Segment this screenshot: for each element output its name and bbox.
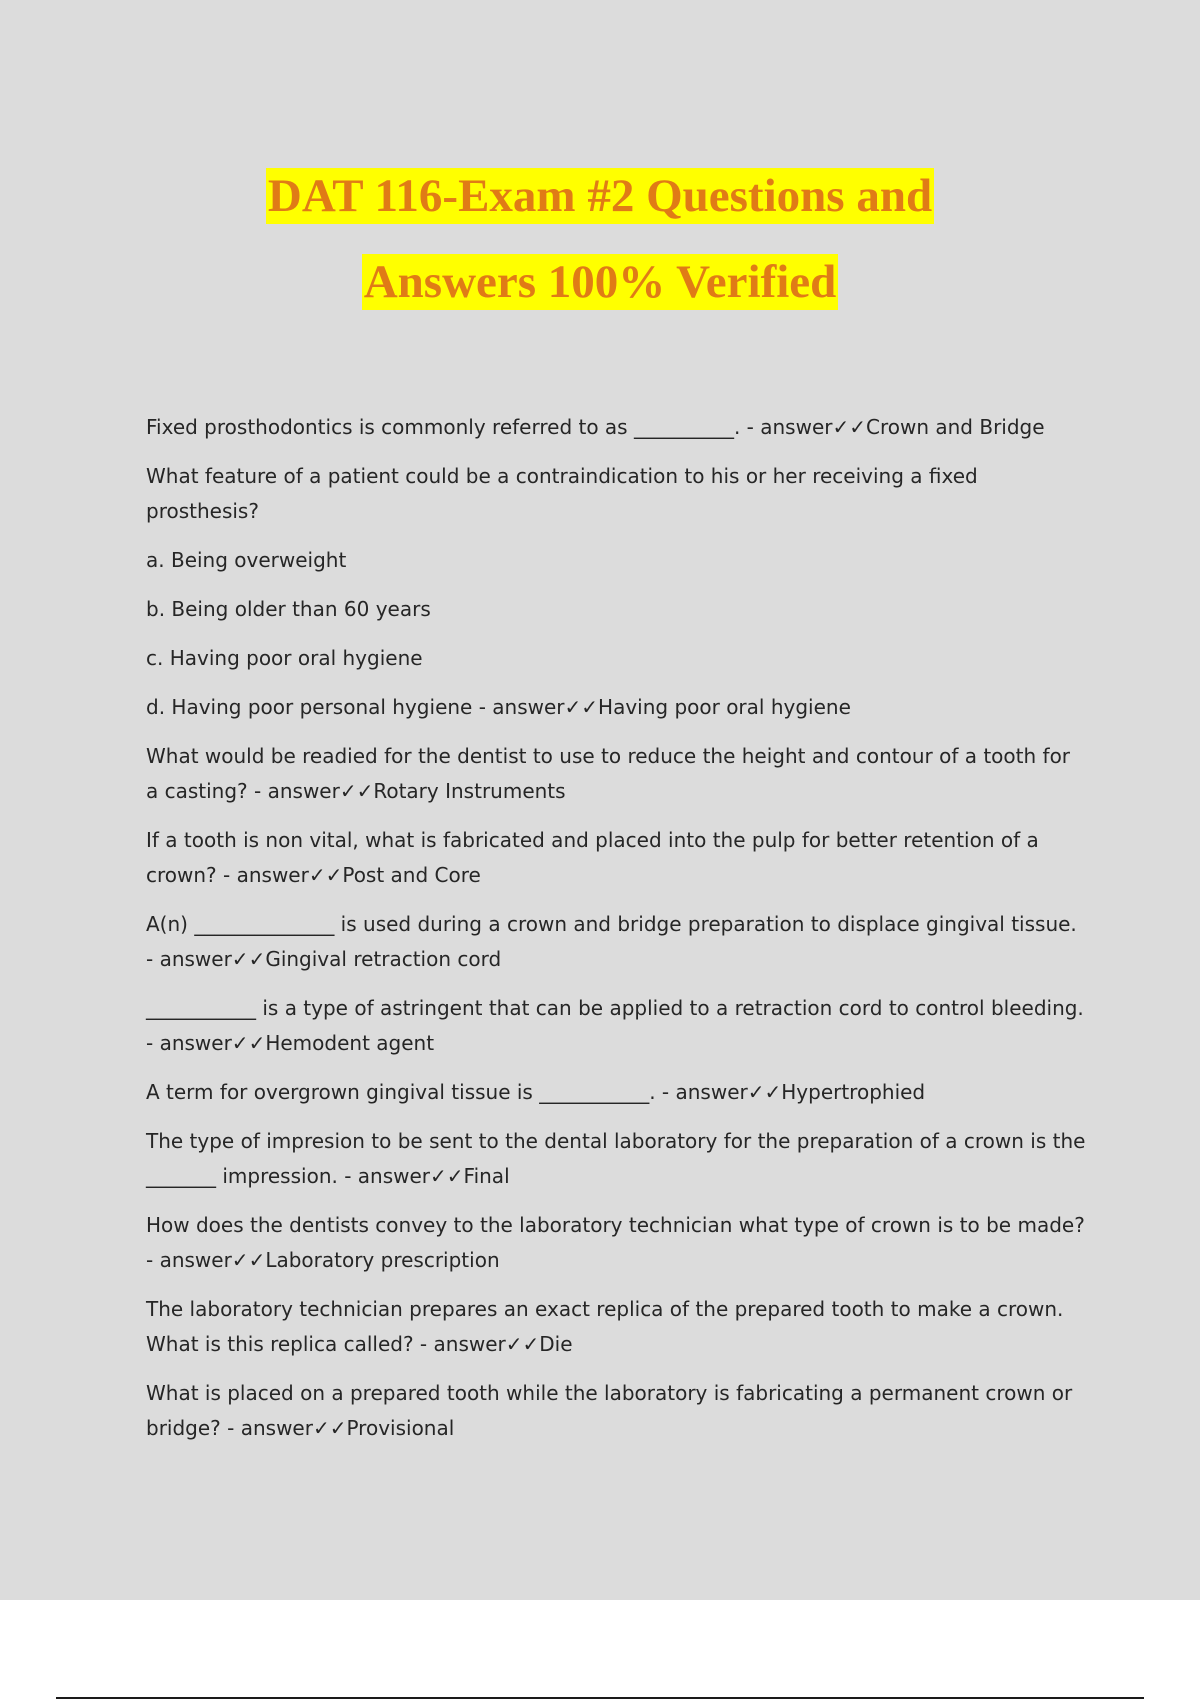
answer-option: c. Having poor oral hygiene bbox=[146, 646, 423, 670]
question-paragraph: The laboratory technician prepares an exact replica of the prepared tooth to make a crown. What is this replica called? - answer✓✓Die bbox=[146, 1297, 1064, 1356]
question-paragraph: What feature of a patient could be a contraindication to his or her receiving a fixed prosthesis? bbox=[146, 464, 978, 523]
title-line-1: DAT 116-Exam #2 Questions and bbox=[267, 170, 933, 222]
question-paragraph: A(n) ______________ is used during a crown and bridge preparation to displace gingival tissue. - answer✓✓Gingival retraction cord bbox=[146, 912, 1077, 971]
question-paragraph: What would be readied for the dentist to use to reduce the height and contour of a tooth for a casting? - answer✓✓Rotary Instruments bbox=[146, 744, 1071, 803]
question-paragraph: The type of impresion to be sent to the dental laboratory for the preparation of a crown is the _______ impression. - answer✓✓Final bbox=[146, 1129, 1086, 1188]
title-line-2: Answers 100% Verified bbox=[363, 256, 837, 308]
answer-option: a. Being overweight bbox=[146, 548, 347, 572]
answer-option: b. Being older than 60 years bbox=[146, 597, 431, 621]
question-paragraph: Fixed prosthodontics is commonly referred to as __________. - answer✓✓Crown and Bridge bbox=[146, 415, 1045, 439]
footer-divider bbox=[56, 1697, 1144, 1699]
question-paragraph: A term for overgrown gingival tissue is ___________. - answer✓✓Hypertrophied bbox=[146, 1080, 926, 1104]
question-paragraph: How does the dentists convey to the laboratory technician what type of crown is to be made? - answer✓✓Laboratory prescription bbox=[146, 1213, 1085, 1272]
answer-option: d. Having poor personal hygiene - answer✓✓Having poor oral hygiene bbox=[146, 695, 851, 719]
document-title bbox=[0, 168, 1200, 310]
question-list bbox=[146, 410, 1086, 1460]
question-paragraph: If a tooth is non vital, what is fabricated and placed into the pulp for better retention of a crown? - answer✓✓Post and Core bbox=[146, 828, 1039, 887]
question-paragraph: What is placed on a prepared tooth while the laboratory is fabricating a permanent crown or bridge? - answer✓✓Provisional bbox=[146, 1381, 1073, 1440]
question-paragraph: ___________ is a type of astringent that can be applied to a retraction cord to control bleeding. - answer✓✓Hemodent agent bbox=[146, 996, 1084, 1055]
